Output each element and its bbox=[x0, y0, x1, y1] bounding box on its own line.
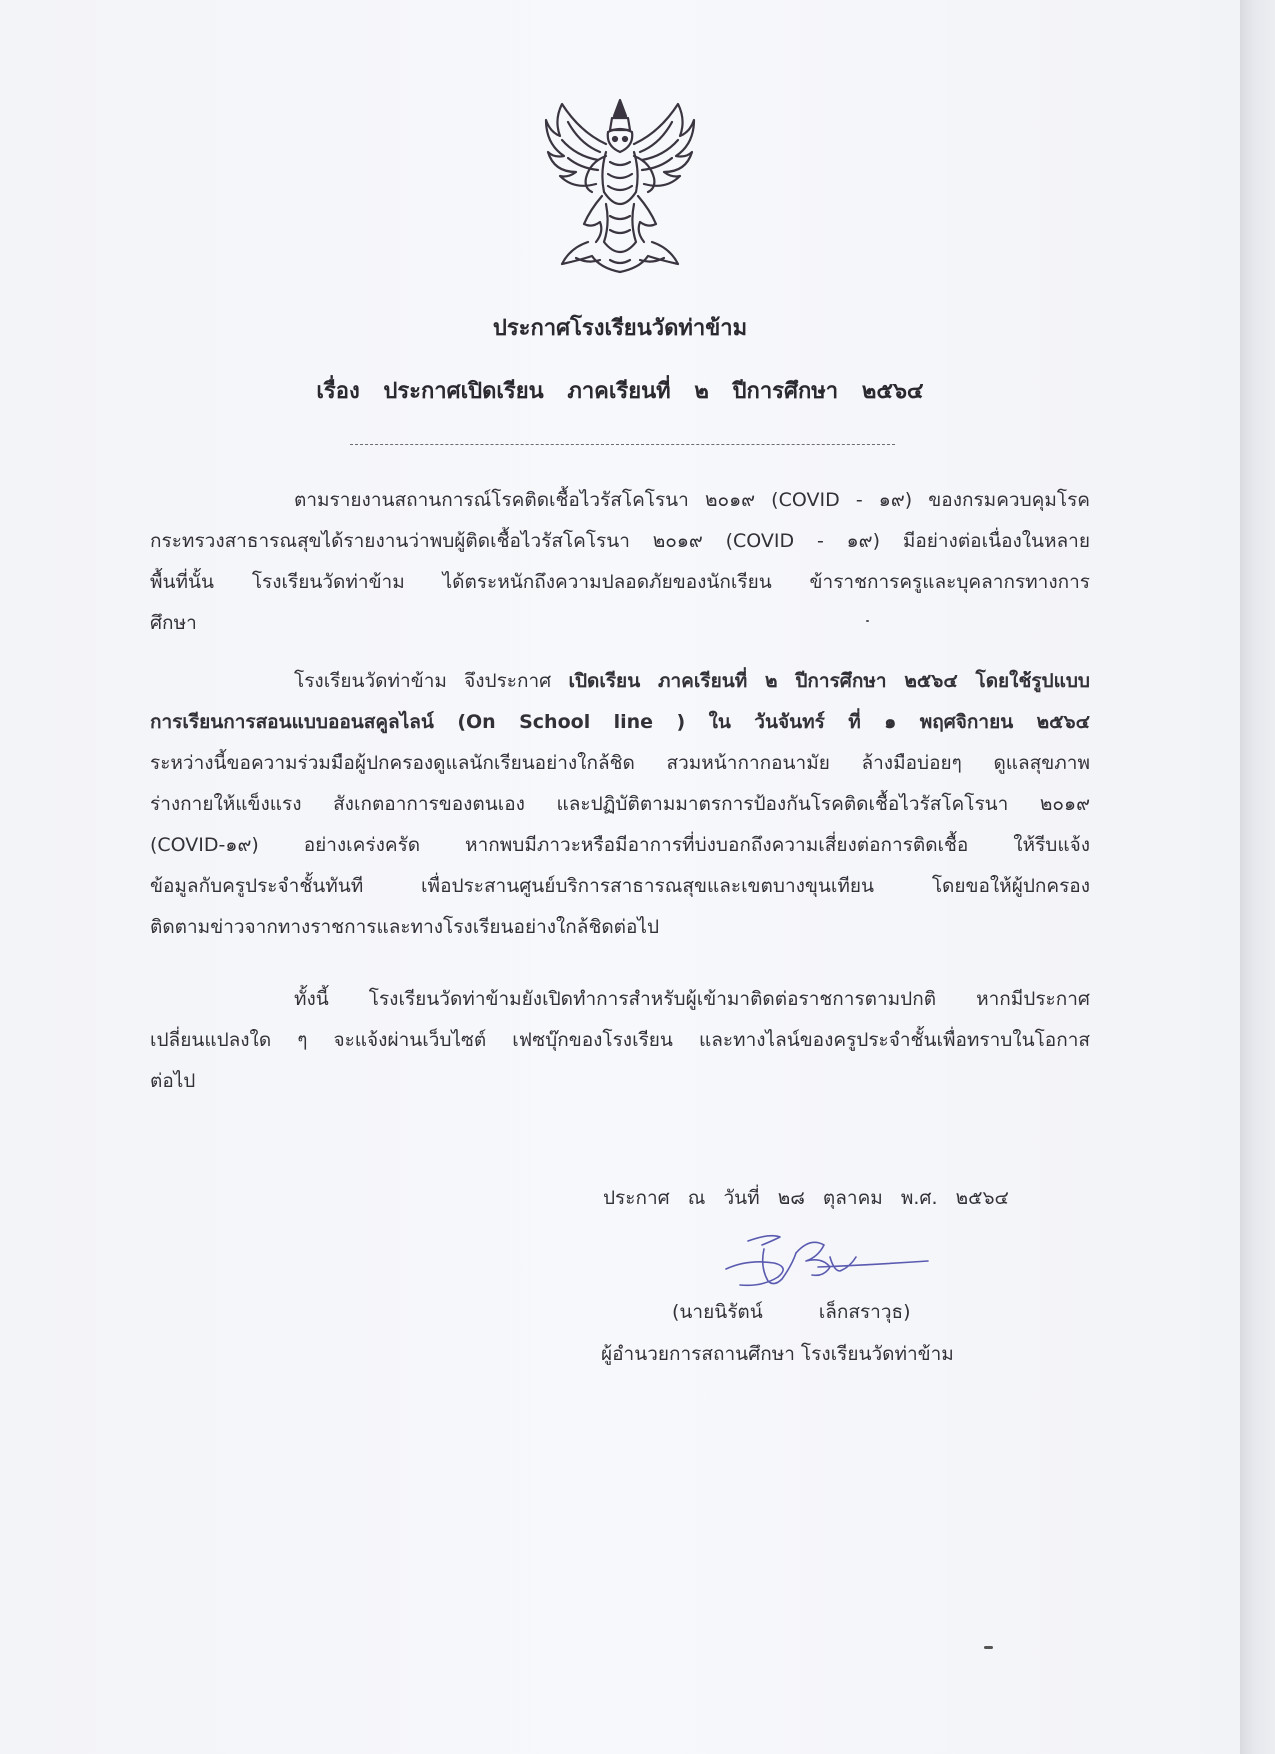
subject-word: ๒๕๖๔ bbox=[861, 379, 924, 404]
paragraph-line bbox=[150, 661, 1090, 702]
date-word: ณ bbox=[687, 1187, 706, 1209]
date-word: พ.ศ. bbox=[900, 1187, 938, 1209]
subject-word: ภาคเรียนที่ bbox=[567, 379, 671, 404]
date-word: ประกาศ bbox=[603, 1187, 670, 1209]
paragraph-line: (COVID-๑๙) อย่างเคร่งครัด หากพบมีภาวะหรือมีอาการที่บ่งบอกถึงความเสี่ยงต่อการติดเชื้อ ให้รีบแจ้ง bbox=[150, 834, 1090, 856]
paragraph-closing bbox=[150, 979, 1090, 1102]
signer-position: ผู้อำนวยการสถานศึกษา โรงเรียนวัดท่าข้าม bbox=[601, 1343, 954, 1365]
paragraph-line: ร่างกายให้แข็งแรง สังเกตอาการของตนเอง และปฏิบัติตามมาตรการป้องกันโรคติดเชื้อไวรัสโคโรนา ๒๐๑๙ bbox=[150, 793, 1090, 815]
scanner-bed-edge bbox=[1240, 0, 1275, 1754]
paragraph-line: ตามรายงานสถานการณ์โรคติดเชื้อไวรัสโคโรนา ๒๐๑๙ (COVID - ๑๙) ของกรมควบคุมโรค bbox=[294, 489, 1090, 511]
announcement-subject bbox=[0, 373, 1240, 408]
paragraph-text: โรงเรียนวัดท่าข้าม จึงประกาศ bbox=[294, 670, 569, 692]
subject-label: เรื่อง bbox=[316, 379, 360, 404]
subject-word: ประกาศเปิดเรียน bbox=[383, 379, 544, 404]
paragraph-line: เปลี่ยนแปลงใด ๆ จะแจ้งผ่านเว็บไซต์ เฟซบุ๊กของโรงเรียน และทางไลน์ของครูประจำชั้นเพื่อทราบในโอกาส bbox=[150, 1029, 1090, 1051]
announcement-title: ประกาศโรงเรียนวัดท่าข้าม bbox=[492, 316, 748, 341]
scan-speck bbox=[866, 620, 869, 622]
paragraph-line: ติดตามข่าวจากทางราชการและทางโรงเรียนอย่างใกล้ชิดต่อไป bbox=[150, 916, 660, 938]
date-word: ตุลาคม bbox=[822, 1187, 883, 1209]
paragraph-bold-text: เปิดเรียน ภาคเรียนที่ ๒ ปีการศึกษา ๒๕๖๔ โดยใช้รูปแบบ bbox=[568, 670, 1090, 692]
paragraph-line: พื้นที่นั้น โรงเรียนวัดท่าข้าม ได้ตระหนักถึงความปลอดภัยของนักเรียน ข้าราชการครูและบุคลากรทางการ bbox=[150, 571, 1090, 593]
scan-speck bbox=[984, 1646, 993, 1649]
paragraph-line: ศึกษา bbox=[150, 612, 197, 634]
announcement-date bbox=[603, 1183, 1021, 1213]
garuda-emblem-icon bbox=[540, 92, 700, 278]
handwritten-signature-icon bbox=[718, 1227, 933, 1297]
paragraph-line: ทั้งนี้ โรงเรียนวัดท่าข้ามยังเปิดทำการสำหรับผู้เข้ามาติดต่อราชการตามปกติ หากมีประกาศ bbox=[294, 988, 1090, 1010]
signer-name bbox=[672, 1297, 911, 1327]
paragraph-line: ข้อมูลกับครูประจำชั้นทันที เพื่อประสานศูนย์บริการสาธารณสุขและเขตบางขุนเทียน โดยขอให้ผู้ปกครอง bbox=[150, 875, 1090, 897]
date-word: วันที่ bbox=[723, 1187, 760, 1209]
date-word: ๒๕๖๔ bbox=[955, 1187, 1009, 1209]
paragraph-line: ต่อไป bbox=[150, 1070, 196, 1092]
dashed-divider bbox=[350, 444, 895, 445]
paragraph-line: ระหว่างนี้ขอความร่วมมือผู้ปกครองดูแลนักเรียนอย่างใกล้ชิด สวมหน้ากากอนามัย ล้างมือบ่อยๆ ดูแลสุขภาพ bbox=[150, 752, 1090, 774]
signer-name-open: (นายนิรัตน์ bbox=[672, 1301, 763, 1323]
subject-word: ปีการศึกษา bbox=[732, 379, 839, 404]
paragraph-bold-line: การเรียนการสอนแบบออนสคูลไลน์ (On School line ) ใน วันจันทร์ ที่ ๑ พฤศจิกายน ๒๕๖๔ bbox=[150, 711, 1090, 733]
paragraph-situation bbox=[150, 480, 1090, 644]
date-word: ๒๘ bbox=[777, 1187, 805, 1209]
subject-word: ๒ bbox=[694, 379, 709, 404]
paragraph-line: กระทรวงสาธารณสุขได้รายงานว่าพบผู้ติดเชื้อไวรัสโคโรนา ๒๐๑๙ (COVID - ๑๙) มีอย่างต่อเนื่องในหลาย bbox=[150, 530, 1090, 552]
signer-name-close: เล็กสราวุธ) bbox=[818, 1301, 911, 1323]
paragraph-announcement bbox=[150, 661, 1090, 948]
